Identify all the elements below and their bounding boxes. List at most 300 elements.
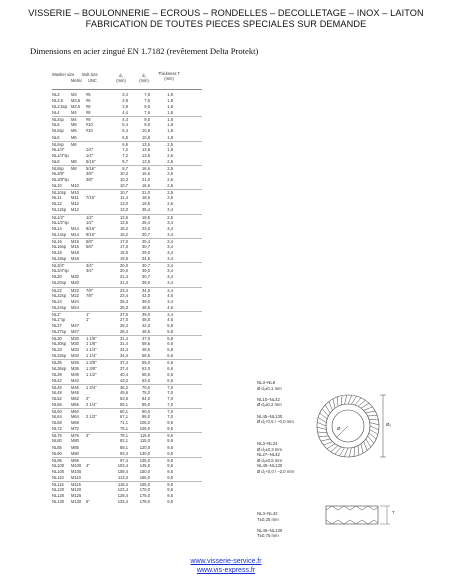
table-cell: 3,4 bbox=[167, 311, 173, 317]
table-cell: 27,0 bbox=[120, 316, 128, 322]
table-cell: 23,4 bbox=[120, 292, 128, 298]
table-cell: 7,0 bbox=[167, 389, 173, 395]
table-cell: 1 1/8" bbox=[86, 336, 97, 342]
table-cell: NL24sp bbox=[52, 304, 67, 310]
table-cell: 6,6 bbox=[167, 377, 173, 383]
table-cell: 7/8" bbox=[86, 292, 94, 298]
header-metric: Metric bbox=[71, 78, 83, 83]
table-cell: 21,0 bbox=[142, 190, 150, 196]
table-cell: 5,8 bbox=[167, 336, 173, 342]
table-cell: 1,8 bbox=[167, 98, 173, 104]
table-cell: 9/16" bbox=[86, 231, 96, 237]
table-row bbox=[52, 499, 202, 505]
table-cell: NL72 bbox=[52, 426, 62, 432]
footer-link-vis-express[interactable]: www.vis-express.fr bbox=[196, 567, 256, 574]
table-cell: NL10 bbox=[52, 183, 62, 189]
table-cell: NL3 bbox=[52, 92, 60, 97]
table-cell: 2,5 bbox=[167, 214, 173, 220]
table-cell: 23,0 bbox=[142, 225, 150, 231]
table-cell: 9,0 bbox=[144, 122, 150, 128]
table-cell: 70,0 bbox=[142, 384, 150, 390]
table-cell: NL76 bbox=[52, 433, 62, 439]
table-cell: 9,5 bbox=[167, 468, 173, 474]
table-cell: NL110 bbox=[52, 474, 64, 480]
footer-link-visserie-service[interactable]: www.visserie-service.fr bbox=[190, 558, 262, 565]
table-cell: M42 bbox=[71, 377, 79, 383]
table-cell: 3,4 bbox=[122, 92, 128, 97]
table-cell: 7,0 bbox=[167, 414, 173, 420]
table-cell: 6,6 bbox=[167, 341, 173, 347]
table-cell: 2,5 bbox=[167, 183, 173, 189]
table-cell: NL8 bbox=[52, 158, 60, 164]
table-cell: 6,6 bbox=[167, 360, 173, 366]
table-cell: 178,0 bbox=[139, 499, 150, 505]
table-cell: 7,2 bbox=[122, 146, 128, 152]
table-cell: 9,5 bbox=[167, 438, 173, 444]
table-cell: M24 bbox=[71, 304, 79, 310]
table-cell: 8,7 bbox=[122, 158, 128, 164]
table-cell: 3,4 bbox=[167, 298, 173, 304]
table-cell: M5 bbox=[71, 128, 77, 134]
table-cell: 5,8 bbox=[167, 329, 173, 335]
table-cell: M6 bbox=[71, 134, 77, 140]
table-cell: 16,6 bbox=[142, 165, 150, 171]
table-cell: M48 bbox=[71, 389, 79, 395]
table-cell: 1" bbox=[86, 311, 90, 317]
table-cell: 30,7 bbox=[142, 231, 150, 237]
table-cell: 5,8 bbox=[167, 322, 173, 328]
table-cell: NL36sp bbox=[52, 365, 67, 371]
header-line-1: VISSERIE – BOULONNERIE – ECROUS – RONDELLES – DECOLLETAGE – INOX – LAITON bbox=[28, 8, 424, 18]
tolerance-note-thickness: NL3–NL42 T±0,25 mm NL45–NL130 T±0,75 mm bbox=[257, 511, 283, 539]
table-cell: 6,6 bbox=[167, 353, 173, 359]
table-cell: 6,6 bbox=[167, 365, 173, 371]
table-cell: NL125 bbox=[52, 493, 65, 499]
table-cell: M3,5 bbox=[71, 104, 81, 110]
table-cell: 10,3 bbox=[120, 177, 128, 183]
table-cell: 5" bbox=[86, 499, 90, 505]
table-cell: 19,5 bbox=[120, 250, 128, 256]
table-cell: 58,5 bbox=[142, 341, 150, 347]
table-cell: M60 bbox=[71, 409, 79, 415]
table-cell: 9,5 bbox=[167, 420, 173, 426]
table-cell: 113,4 bbox=[118, 474, 128, 480]
table-cell: 175,0 bbox=[139, 493, 150, 499]
table-cell: NL1" bbox=[52, 311, 61, 317]
table-cell: 5,8 bbox=[167, 347, 173, 353]
table-cell: NL20sp bbox=[52, 280, 67, 286]
table-cell: 7/16" bbox=[86, 195, 96, 201]
table-cell: 19,5 bbox=[142, 201, 150, 207]
footer-link-1-wrap bbox=[0, 558, 452, 567]
table-cell: 30,7 bbox=[142, 243, 150, 249]
table-cell: 31,4 bbox=[120, 336, 128, 342]
table-cell: 10,7 bbox=[120, 183, 128, 189]
table-cell: 42,0 bbox=[142, 322, 150, 328]
table-cell: 49,6 bbox=[120, 389, 128, 395]
table-cell: M33 bbox=[71, 347, 79, 353]
table-cell: 48,5 bbox=[142, 347, 150, 353]
table-cell: 1 1/8" bbox=[86, 341, 97, 347]
table-cell: NL30sp bbox=[52, 341, 67, 347]
table-cell: 55,0 bbox=[142, 360, 150, 366]
table-cell: 3,4 bbox=[167, 274, 173, 280]
table-cell: 3,4 bbox=[167, 238, 173, 244]
table-cell: 60,1 bbox=[120, 409, 128, 415]
table-header bbox=[52, 70, 202, 90]
table-cell: NL10sp bbox=[52, 190, 67, 196]
table-cell: 103,4 bbox=[117, 462, 128, 468]
table-cell: 3,9 bbox=[122, 98, 128, 104]
table-cell: NL12 bbox=[52, 201, 62, 207]
table-cell: 39,0 bbox=[142, 311, 150, 317]
table-cell: NL18sp bbox=[52, 256, 67, 262]
table-cell: 4" bbox=[86, 462, 90, 468]
table-cell: 39,0 bbox=[142, 268, 150, 274]
table-cell: 4,6 bbox=[167, 304, 173, 310]
table-cell: NL36 bbox=[52, 360, 62, 366]
table-cell: 1 3/8" bbox=[86, 365, 97, 371]
table-cell: NL22 bbox=[52, 287, 62, 293]
table-cell: NL16sp bbox=[52, 243, 67, 249]
tolerance-note-d1: NL3–NL8 Ø d₁±0,1 mm NL10–NL42 Ø d₁±0,2 mm NL45–NL130 Ø d₁+0,5 / –0,0 mm bbox=[257, 380, 294, 425]
table-cell: 34,5 bbox=[142, 287, 150, 293]
table-cell: 4,6 bbox=[167, 316, 173, 322]
table-cell: 9,0 bbox=[144, 117, 150, 123]
table-cell: M5 bbox=[71, 122, 77, 128]
page-subtitle: Dimensions en acier zingué EN 1.7182 (revêtement Delta Protekt) bbox=[30, 46, 259, 56]
table-cell: M110 bbox=[71, 474, 81, 480]
table-cell: NL1/2"sp bbox=[52, 219, 69, 225]
table-cell: 10,3 bbox=[120, 171, 128, 177]
table-cell: 19,5 bbox=[142, 214, 150, 220]
table-cell: 2,5 bbox=[167, 141, 173, 147]
table-cell: 7,0 bbox=[167, 409, 173, 415]
table-cell: NL33 bbox=[52, 347, 62, 353]
table-cell: #6 bbox=[86, 98, 91, 104]
table-cell: M76 bbox=[71, 433, 79, 439]
header-washer-size: Washer size bbox=[52, 72, 75, 77]
table-cell: 150,0 bbox=[139, 468, 150, 474]
table-cell: 47,0 bbox=[142, 336, 150, 342]
table-cell: 5/8" bbox=[86, 243, 94, 249]
table-cell: M36 bbox=[71, 365, 79, 371]
table-cell: 2,5 bbox=[167, 171, 173, 177]
table-cell: NL100 bbox=[52, 462, 65, 468]
table-cell: NL3/8"sp bbox=[52, 177, 69, 183]
table-cell: 13,0 bbox=[120, 207, 128, 213]
table-cell: NL3/4"sp bbox=[52, 268, 69, 274]
table-cell: 25,3 bbox=[120, 304, 128, 310]
dimensions-table bbox=[52, 70, 202, 505]
label-thickness: T bbox=[392, 510, 395, 515]
table-cell: M130 bbox=[71, 499, 82, 505]
table-cell: NL6 bbox=[52, 134, 60, 140]
table-cell: 34,5 bbox=[142, 256, 150, 262]
table-cell: M115 bbox=[71, 482, 81, 487]
table-cell: M4 bbox=[71, 117, 77, 123]
table-cell: M27 bbox=[71, 329, 79, 335]
table-cell: 71,1 bbox=[120, 420, 128, 426]
table-cell: 9,5 bbox=[167, 444, 173, 450]
table-cell: M18 bbox=[71, 250, 79, 256]
table-cell: 6,5 bbox=[122, 134, 128, 140]
table-cell: 165,0 bbox=[139, 482, 150, 487]
table-cell: 2" bbox=[86, 395, 90, 401]
table-cell: 3,4 bbox=[167, 219, 173, 225]
table-cell: 9,0 bbox=[144, 104, 150, 110]
table-cell: M39 bbox=[71, 371, 79, 377]
table-cell: NL5sp bbox=[52, 128, 64, 134]
table-cell: 1/4" bbox=[86, 146, 94, 152]
table-cell: 5,4 bbox=[122, 122, 128, 128]
table-cell: 95,0 bbox=[142, 414, 150, 420]
table-cell: 31,4 bbox=[120, 341, 128, 347]
table-cell: M10 bbox=[71, 183, 79, 189]
table-cell: M14 bbox=[71, 225, 79, 231]
table-cell: 2,5 bbox=[167, 201, 173, 207]
table-cell: 25,4 bbox=[142, 238, 150, 244]
tolerance-note-d2: NL3–NL24 Ø d₂±0,3 mm NL27–NL42 Ø d₂±0,5 mm NL45–NL130 Ø d₂+0,0 / –2,0 mm bbox=[257, 441, 295, 474]
table-cell: NL24 bbox=[52, 298, 62, 304]
table-cell: M22 bbox=[71, 292, 79, 298]
table-cell: 28,4 bbox=[120, 329, 128, 335]
table-cell: 13,5 bbox=[142, 152, 150, 158]
table-cell: 170,0 bbox=[139, 487, 150, 493]
table-cell: 3/4" bbox=[86, 263, 94, 269]
table-cell: NL48 bbox=[52, 389, 62, 395]
table-cell: 2,5 bbox=[167, 165, 173, 171]
table-cell: 46,2 bbox=[120, 384, 128, 390]
table-cell: 39,0 bbox=[142, 298, 150, 304]
table-cell: NL14 bbox=[52, 225, 62, 231]
table-cell: 1,8 bbox=[167, 104, 173, 110]
table-cell: 3,9 bbox=[122, 104, 128, 110]
table-cell: 93,4 bbox=[120, 450, 128, 456]
table-cell: 6,5 bbox=[122, 141, 128, 147]
table-cell: 7,6 bbox=[144, 98, 150, 104]
table-cell: 130,0 bbox=[139, 450, 150, 456]
table-cell: 1 3/4" bbox=[86, 384, 97, 390]
table-cell: 133,4 bbox=[117, 499, 128, 505]
table-cell: M18 bbox=[71, 256, 79, 262]
table-cell: M27 bbox=[71, 322, 79, 328]
table-cell: 105,0 bbox=[139, 426, 150, 432]
table-cell: 9/16" bbox=[86, 225, 96, 231]
table-cell: 30,7 bbox=[142, 263, 150, 269]
table-cell: 13,5 bbox=[142, 158, 150, 164]
table-cell: NL90 bbox=[52, 450, 62, 456]
table-cell: 75,1 bbox=[120, 426, 128, 432]
table-cell: 3/8" bbox=[86, 171, 94, 177]
table-cell: M3 bbox=[71, 92, 77, 97]
table-cell: 105,0 bbox=[139, 420, 150, 426]
table-cell: NL16 bbox=[52, 238, 62, 244]
table-cell: 5/16" bbox=[86, 158, 96, 164]
table-cell: 2 1/4" bbox=[86, 401, 97, 407]
table-cell: 155,0 bbox=[139, 474, 150, 480]
table-cell: 9,5 bbox=[167, 482, 173, 487]
table-cell: 13,5 bbox=[120, 214, 128, 220]
washer-top-view bbox=[308, 386, 388, 466]
table-cell: M20 bbox=[71, 274, 79, 280]
table-cell: 9,5 bbox=[167, 433, 173, 439]
label-d1: Ø bbox=[337, 426, 341, 431]
table-cell: NL6sp bbox=[52, 141, 64, 147]
table-cell: M30 bbox=[71, 336, 79, 342]
table-cell: NL14sp bbox=[52, 231, 67, 237]
table-cell: M12 bbox=[71, 207, 79, 213]
table-cell: 9,5 bbox=[167, 493, 173, 499]
table-cell: NL52 bbox=[52, 395, 62, 401]
table-cell: M24 bbox=[71, 298, 79, 304]
table-cell: 34,4 bbox=[120, 353, 128, 359]
table-cell: #8 bbox=[86, 117, 91, 123]
table-cell: M90 bbox=[71, 450, 79, 456]
table-cell: NL56 bbox=[52, 401, 62, 407]
table-cell: 13,0 bbox=[120, 201, 128, 207]
table-cell: NL64 bbox=[52, 414, 62, 420]
table-cell: #10 bbox=[86, 122, 93, 128]
table-cell: 21,4 bbox=[120, 280, 128, 286]
table-cell: NL60 bbox=[52, 409, 62, 415]
table-cell: 42,0 bbox=[142, 292, 150, 298]
table-cell: 63,0 bbox=[142, 377, 150, 383]
table-cell: 8,7 bbox=[122, 165, 128, 171]
table-cell: 16,6 bbox=[142, 171, 150, 177]
table-cell: M56 bbox=[71, 401, 79, 407]
table-cell: 7,2 bbox=[122, 152, 128, 158]
table-cell: 13,5 bbox=[120, 219, 128, 225]
table-cell: NL5 bbox=[52, 122, 60, 128]
table-cell: 34,4 bbox=[120, 347, 128, 353]
table-cell: NL80 bbox=[52, 438, 62, 444]
table-cell: 9,5 bbox=[167, 426, 173, 432]
table-cell: M11 bbox=[71, 195, 79, 201]
table-cell: 28,4 bbox=[120, 322, 128, 328]
table-cell: 9,5 bbox=[167, 474, 173, 480]
table-cell: 1 1/4" bbox=[86, 347, 97, 353]
table-cell: 2,5 bbox=[167, 177, 173, 183]
table-cell: 79,1 bbox=[120, 433, 128, 439]
table-cell: NL3,5 bbox=[52, 98, 63, 104]
table-cell: M14 bbox=[71, 231, 79, 237]
header-d1: d₁ (mm) bbox=[116, 73, 126, 83]
table-cell: 3,4 bbox=[167, 280, 173, 286]
table-cell: NL30 bbox=[52, 336, 62, 342]
washer-side-view bbox=[324, 500, 394, 530]
table-cell: M100 bbox=[71, 462, 82, 468]
table-cell: 39,0 bbox=[142, 280, 150, 286]
table-cell: NL20 bbox=[52, 274, 62, 280]
header-unc: UNC bbox=[88, 78, 97, 83]
table-cell: 7,0 bbox=[167, 395, 173, 401]
table-cell: M12 bbox=[71, 201, 79, 207]
table-cell: NL115 bbox=[52, 482, 64, 487]
table-cell: 5/8" bbox=[86, 238, 94, 244]
table-cell: #5 bbox=[86, 92, 91, 97]
table-cell: NL105 bbox=[52, 468, 65, 474]
table-cell: 58,5 bbox=[142, 353, 150, 359]
table-cell: NL12sp bbox=[52, 207, 67, 213]
table-cell: 11,4 bbox=[120, 195, 128, 201]
table-cell: M33 bbox=[71, 353, 79, 359]
header-d2: d₂ (mm) bbox=[139, 73, 149, 83]
table-cell: 21,4 bbox=[120, 274, 128, 280]
table-cell: NL27 bbox=[52, 322, 62, 328]
table-cell: 85,0 bbox=[142, 401, 150, 407]
table-cell: 84,0 bbox=[142, 395, 150, 401]
table-cell: 7,6 bbox=[144, 110, 150, 116]
table-cell: 7/8" bbox=[86, 287, 94, 293]
table-cell: 2 1/2" bbox=[86, 414, 97, 420]
table-cell: NL3/4" bbox=[52, 263, 65, 269]
table-cell: 115,0 bbox=[140, 438, 150, 444]
table-cell: 5/16" bbox=[86, 165, 96, 171]
table-cell: 37,4 bbox=[120, 360, 128, 366]
table-cell: 29,0 bbox=[142, 250, 150, 256]
label-d2: Ø₂ bbox=[386, 422, 392, 427]
table-cell: 16,6 bbox=[142, 183, 150, 189]
table-cell: 1,8 bbox=[167, 117, 173, 123]
table-cell: NL11 bbox=[52, 195, 62, 201]
table-cell: M20 bbox=[71, 280, 79, 286]
table-cell: M4 bbox=[71, 110, 77, 116]
table-cell: 1,8 bbox=[167, 134, 173, 140]
table-cell: 48,5 bbox=[142, 316, 150, 322]
table-cell: NL39 bbox=[52, 371, 62, 377]
table-cell: 1,8 bbox=[167, 110, 173, 116]
table-cell: NL27sp bbox=[52, 329, 67, 335]
table-cell: M68 bbox=[71, 420, 79, 426]
table-cell: NL1/4" bbox=[52, 146, 65, 152]
table-cell: M85 bbox=[71, 444, 79, 450]
table-cell: NL130 bbox=[52, 499, 65, 505]
table-cell: 59,1 bbox=[120, 401, 128, 407]
table-cell: 1 1/4" bbox=[86, 353, 97, 359]
table-cell: 21,0 bbox=[142, 177, 150, 183]
table-cell: 10,7 bbox=[120, 190, 128, 196]
table-cell: 4,6 bbox=[167, 292, 173, 298]
table-cell: M45 bbox=[71, 384, 79, 390]
table-cell: 3,4 bbox=[167, 263, 173, 269]
table-cell: 7,0 bbox=[167, 401, 173, 407]
table-cell: 5,4 bbox=[122, 128, 128, 134]
table-cell: 3,4 bbox=[167, 250, 173, 256]
table-cell: 13,5 bbox=[142, 146, 150, 152]
table-cell: NL33sp bbox=[52, 353, 67, 359]
table-cell: NL42 bbox=[52, 377, 62, 383]
table-cell: 3,4 bbox=[167, 243, 173, 249]
table-cell: 2,5 bbox=[167, 195, 173, 201]
table-cell: 13,5 bbox=[142, 141, 150, 147]
table-cell: 3,4 bbox=[167, 225, 173, 231]
table-cell: 17,0 bbox=[120, 243, 128, 249]
table-cell: 1/4" bbox=[86, 152, 94, 158]
header-line-2: FABRICATION DE TOUTES PIECES SPECIALES SUR DEMANDE bbox=[85, 19, 367, 29]
table-cell: 4,4 bbox=[122, 117, 128, 123]
table-cell: 25,3 bbox=[120, 298, 128, 304]
table-cell: 75,0 bbox=[142, 389, 150, 395]
table-cell: NL3,5sp bbox=[52, 104, 68, 110]
table-cell: 37,4 bbox=[120, 365, 128, 371]
table-cell: NL1"sp bbox=[52, 316, 66, 322]
table-cell: 83,1 bbox=[120, 438, 128, 444]
table-cell: 1/2" bbox=[86, 214, 94, 220]
table-cell: NL18 bbox=[52, 250, 62, 256]
table-cell: 123,4 bbox=[117, 487, 128, 493]
table-cell: 97,4 bbox=[120, 457, 128, 463]
